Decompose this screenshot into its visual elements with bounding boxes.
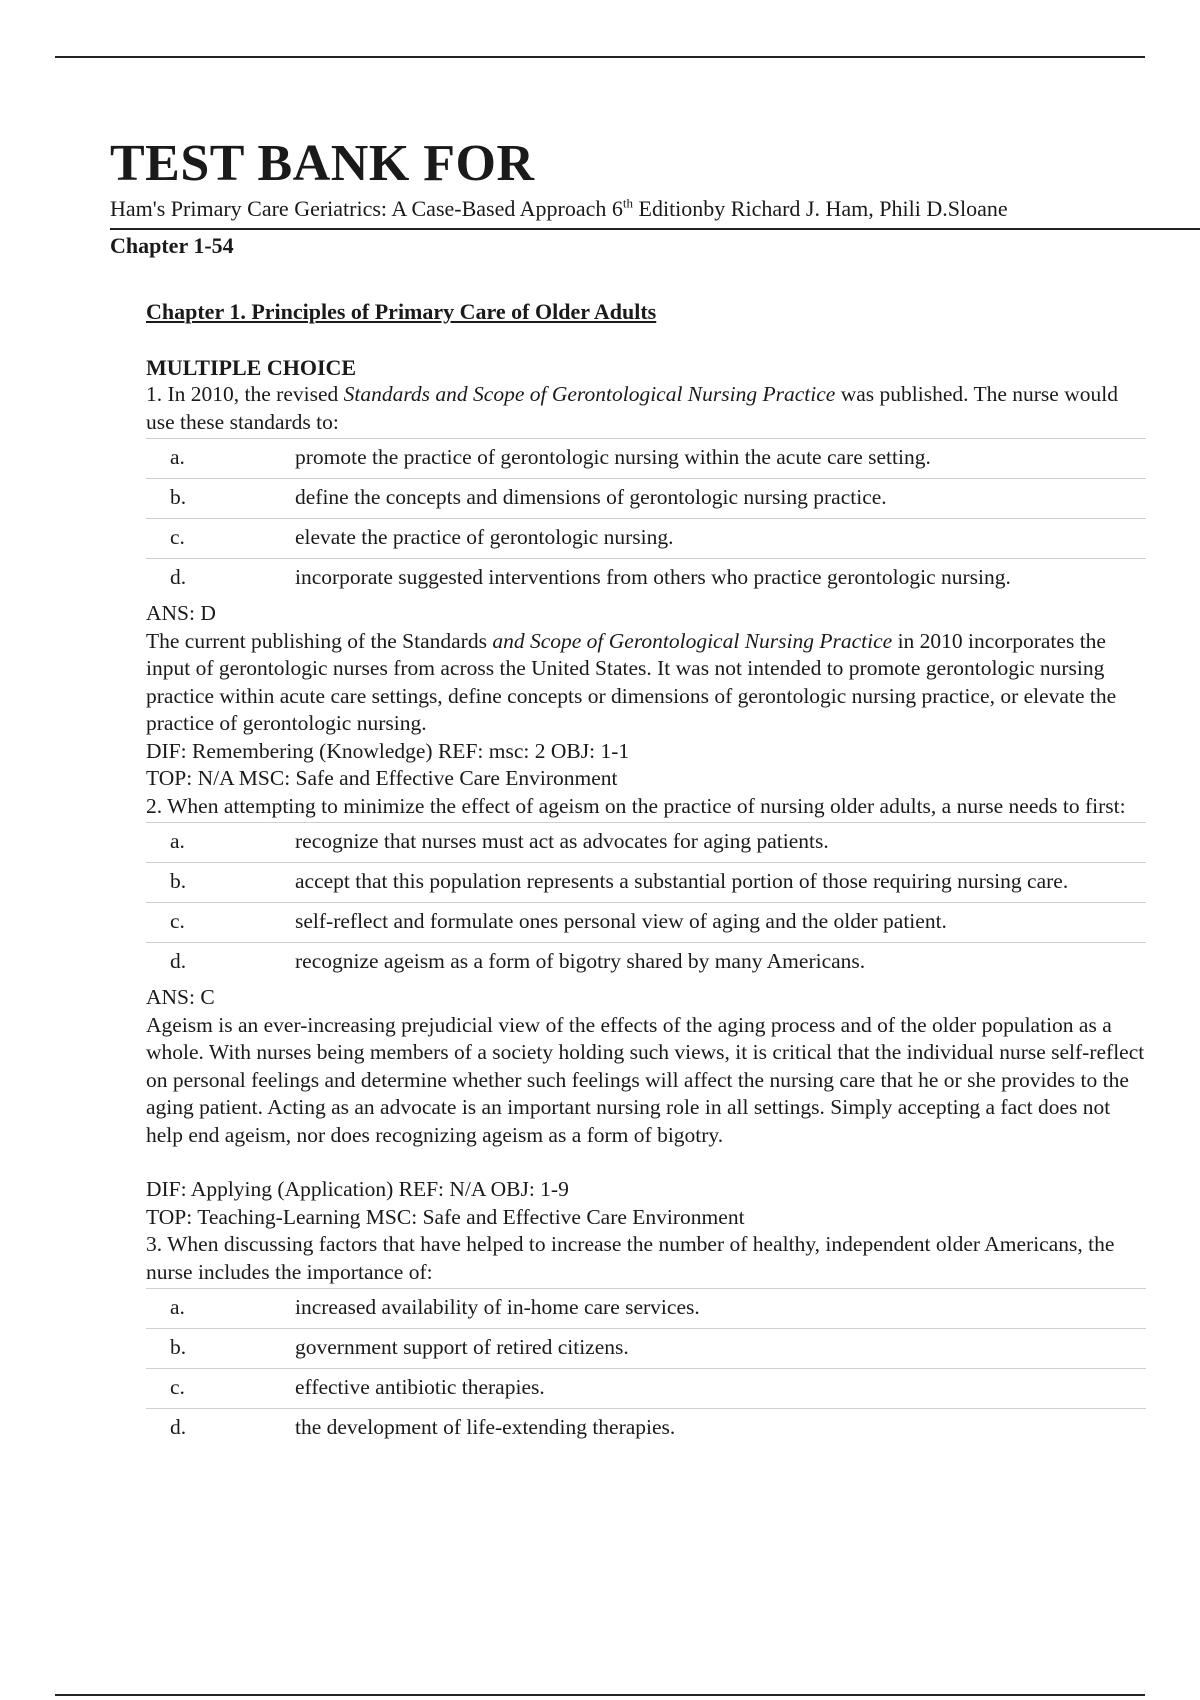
- subtitle-rule: [110, 228, 1200, 230]
- section-heading: MULTIPLE CHOICE: [146, 354, 357, 380]
- question-2-top: TOP: Teaching-Learning MSC: Safe and Effective Care Environment: [146, 1204, 745, 1229]
- option-row: b. define the concepts and dimensions of gerontologic nursing practice.: [146, 479, 1146, 519]
- option-row: c. elevate the practice of gerontologic nursing.: [146, 519, 1146, 559]
- question-1-answer: ANS: D: [146, 601, 216, 625]
- document-body: [146, 298, 1146, 1450]
- chapter-range: Chapter 1-54: [110, 233, 234, 258]
- top-rule: [55, 56, 1145, 58]
- option-row: a. recognize that nurses must act as advocates for aging patients.: [146, 823, 1146, 863]
- option-row: c. self-reflect and formulate ones personal view of aging and the older patient.: [146, 903, 1146, 943]
- option-row: b. accept that this population represents a substantial portion of those requiring nursing care.: [146, 863, 1146, 903]
- question-3-stem: 3. When discussing factors that have helped to increase the number of healthy, independent older Americans, the nurse includes the importance of:: [146, 1232, 1115, 1284]
- question-1-rationale: The current publishing of the Standards and Scope of Gerontological Nursing Practice in 2010 incorporates the input of gerontologic nurses from across the United States. It was not intended to promote gerontologic nursing practice within acute care settings, define concepts or dimensions of gerontologic nursing practice, or elevate the practice of gerontologic nursing.: [146, 628, 1117, 735]
- question-2-options: [146, 822, 1146, 982]
- question-1-options: [146, 438, 1146, 598]
- option-row: d. the development of life-extending therapies.: [146, 1409, 1146, 1449]
- option-row: d. incorporate suggested interventions from others who practice gerontologic nursing.: [146, 559, 1146, 599]
- option-row: d. recognize ageism as a form of bigotry shared by many Americans.: [146, 943, 1146, 983]
- chapter-heading: Chapter 1. Principles of Primary Care of Older Adults: [146, 299, 657, 324]
- question-3-options: [146, 1288, 1146, 1448]
- option-row: a. promote the practice of gerontologic nursing within the acute care setting.: [146, 439, 1146, 479]
- option-row: a. increased availability of in-home care services.: [146, 1289, 1146, 1329]
- question-2-dif: DIF: Applying (Application) REF: N/A OBJ: 1-9: [146, 1177, 569, 1201]
- question-1-top: TOP: N/A MSC: Safe and Effective Care Environment: [146, 766, 618, 790]
- question-2-answer: ANS: C: [146, 985, 215, 1009]
- option-row: c. effective antibiotic therapies.: [146, 1369, 1146, 1409]
- subtitle-text-end: Editionby Richard J. Ham, Phili D.Sloane: [633, 196, 1008, 221]
- document-title: TEST BANK FOR: [110, 135, 535, 192]
- option-row: b. government support of retired citizens.: [146, 1329, 1146, 1369]
- subtitle-text: Ham's Primary Care Geriatrics: A Case-Based Approach 6: [110, 196, 623, 221]
- question-2-rationale: Ageism is an ever-increasing prejudicial view of the effects of the aging process and of the older population as a whole. With nurses being members of a society holding such views, it is critical that the individual nurse self-reflect on personal feelings and determine whether such feelings will affect the nursing care that he or she provides to the aging patient. Acting as an advocate is an important nursing role in all settings. Simply accepting a fact does not help end ageism, nor does recognizing ageism as a form of bigotry.: [146, 1012, 1145, 1147]
- question-1-stem: 1. In 2010, the revised Standards and Scope of Gerontological Nursing Practice was published. The nurse would use these standards to:: [146, 382, 1118, 434]
- bottom-rule: [55, 1694, 1145, 1696]
- question-2-stem: 2. When attempting to minimize the effect of ageism on the practice of nursing older adults, a nurse needs to first:: [146, 793, 1126, 818]
- book-subtitle: [110, 196, 1008, 222]
- subtitle-superscript: th: [622, 195, 634, 211]
- question-1-dif: DIF: Remembering (Knowledge) REF: msc: 2 OBJ: 1-1: [146, 738, 630, 763]
